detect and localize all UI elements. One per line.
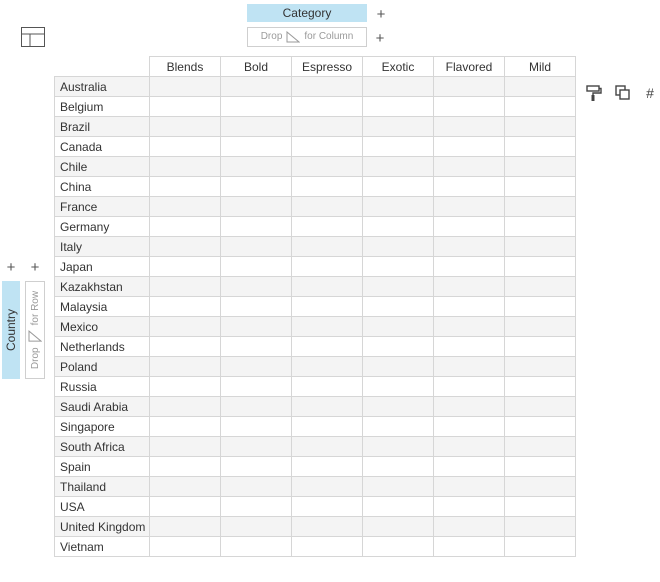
grid-cell[interactable] [363, 77, 434, 97]
grid-cell[interactable] [363, 97, 434, 117]
grid-cell[interactable] [221, 137, 292, 157]
row-header[interactable]: United Kingdom [55, 517, 150, 537]
copy-icon[interactable] [614, 84, 632, 102]
grid-cell[interactable] [434, 237, 505, 257]
row-header[interactable]: Vietnam [55, 537, 150, 557]
table-row [55, 337, 576, 357]
table-row [55, 457, 576, 477]
grid-cell[interactable] [221, 477, 292, 497]
grid-cell[interactable] [434, 377, 505, 397]
grid-cell[interactable] [292, 417, 363, 437]
grid-cell[interactable] [292, 377, 363, 397]
row-header[interactable]: Mexico [55, 317, 150, 337]
grid-cell[interactable] [150, 137, 221, 157]
column-drop-text-after: for Column [304, 31, 354, 42]
grid-cell[interactable] [363, 237, 434, 257]
grid-cell[interactable] [434, 517, 505, 537]
layout-icon[interactable] [21, 27, 45, 47]
grid-cell[interactable] [434, 437, 505, 457]
grid-cell[interactable] [221, 157, 292, 177]
paint-roller-icon[interactable] [585, 84, 603, 102]
row-field-country[interactable] [2, 281, 20, 379]
grid-cell[interactable] [150, 417, 221, 437]
grid-cell[interactable] [363, 517, 434, 537]
grid-cell[interactable] [505, 357, 576, 377]
row-drop-text-before: Drop [29, 347, 41, 370]
grid-cell[interactable] [363, 477, 434, 497]
table-row [55, 317, 576, 337]
grid-cell[interactable] [292, 397, 363, 417]
grid-cell[interactable] [150, 357, 221, 377]
grid-cell[interactable] [434, 497, 505, 517]
table-row [55, 417, 576, 437]
grid-cell[interactable] [292, 317, 363, 337]
column-header[interactable]: Espresso [292, 57, 363, 77]
grid-cell[interactable] [221, 357, 292, 377]
grid-cell[interactable] [150, 277, 221, 297]
add-row-field-button[interactable]: + [6, 259, 16, 276]
row-header[interactable]: Japan [55, 257, 150, 277]
grid-cell[interactable] [434, 197, 505, 217]
grid-cell[interactable] [292, 177, 363, 197]
row-header[interactable]: Germany [55, 217, 150, 237]
row-header[interactable]: Thailand [55, 477, 150, 497]
table-row [55, 217, 576, 237]
grid-cell[interactable] [150, 517, 221, 537]
row-header[interactable]: Saudi Arabia [55, 397, 150, 417]
grid-cell[interactable] [150, 77, 221, 97]
row-header[interactable]: Chile [55, 157, 150, 177]
grid-cell[interactable] [292, 337, 363, 357]
grid-cell[interactable] [363, 217, 434, 237]
grid-cell[interactable] [434, 417, 505, 437]
grid-cell[interactable] [505, 477, 576, 497]
grid-cell[interactable] [363, 377, 434, 397]
grid-cell[interactable] [221, 537, 292, 557]
grid-cell[interactable] [221, 217, 292, 237]
row-header[interactable]: Italy [55, 237, 150, 257]
grid-cell[interactable] [150, 117, 221, 137]
grid-cell[interactable] [150, 197, 221, 217]
table-row [55, 537, 576, 557]
grid-cell[interactable] [292, 257, 363, 277]
grid-cell[interactable] [221, 517, 292, 537]
add-column-field-button[interactable]: + [376, 6, 386, 23]
grid-cell[interactable] [434, 277, 505, 297]
column-field-category[interactable]: Category [247, 4, 367, 22]
grid-cell[interactable] [150, 217, 221, 237]
grid-cell[interactable] [505, 237, 576, 257]
grid-cell[interactable] [505, 277, 576, 297]
grid-cell[interactable] [434, 397, 505, 417]
row-drop-zone[interactable] [25, 281, 45, 379]
row-header[interactable]: Canada [55, 137, 150, 157]
grid-cell[interactable] [363, 537, 434, 557]
grid-cell[interactable] [363, 457, 434, 477]
grid-cell[interactable] [292, 157, 363, 177]
grid-cell[interactable] [505, 257, 576, 277]
row-header[interactable]: Brazil [55, 117, 150, 137]
grid-cell[interactable] [505, 457, 576, 477]
table-row [55, 197, 576, 217]
grid-cell[interactable] [221, 457, 292, 477]
grid-cell[interactable] [292, 97, 363, 117]
grid-cell[interactable] [292, 297, 363, 317]
grid-cell[interactable] [505, 137, 576, 157]
column-drop-text-before: Drop [260, 31, 283, 42]
table-row [55, 117, 576, 137]
table-row [55, 477, 576, 497]
drop-triangle-icon [286, 31, 300, 43]
grid-cell[interactable] [505, 177, 576, 197]
row-header[interactable]: Netherlands [55, 337, 150, 357]
grid-cell[interactable] [221, 77, 292, 97]
row-header[interactable]: USA [55, 497, 150, 517]
row-header[interactable]: Russia [55, 377, 150, 397]
grid-cell[interactable] [292, 197, 363, 217]
grid-cell[interactable] [221, 417, 292, 437]
grid-cell[interactable] [434, 97, 505, 117]
grid-cell[interactable] [434, 77, 505, 97]
grid-cell[interactable] [505, 537, 576, 557]
table-row [55, 257, 576, 277]
grid-cell[interactable] [221, 117, 292, 137]
grid-cell[interactable] [505, 397, 576, 417]
grid-cell[interactable] [292, 477, 363, 497]
grid-cell[interactable] [221, 317, 292, 337]
grid-cell[interactable] [150, 537, 221, 557]
grid-cell[interactable] [505, 377, 576, 397]
row-header[interactable]: Kazakhstan [55, 277, 150, 297]
grid-cell[interactable] [434, 537, 505, 557]
grid-cell[interactable] [363, 177, 434, 197]
table-row [55, 157, 576, 177]
table-row [55, 137, 576, 157]
column-header[interactable]: Exotic [363, 57, 434, 77]
grid-cell[interactable] [434, 117, 505, 137]
grid-cell[interactable] [434, 477, 505, 497]
grid-cell[interactable] [505, 97, 576, 117]
grid-cell[interactable] [505, 417, 576, 437]
number-format-button[interactable]: # [646, 85, 654, 101]
grid-cell[interactable] [505, 297, 576, 317]
grid-cell[interactable] [505, 337, 576, 357]
grid-cell[interactable] [221, 277, 292, 297]
grid-cell[interactable] [221, 297, 292, 317]
grid-cell[interactable] [292, 537, 363, 557]
grid-cell[interactable] [505, 217, 576, 237]
row-header[interactable]: Poland [55, 357, 150, 377]
table-row [55, 517, 576, 537]
grid-cell[interactable] [363, 277, 434, 297]
grid-cell[interactable] [434, 177, 505, 197]
grid-cell[interactable] [363, 417, 434, 437]
grid-cell[interactable] [292, 457, 363, 477]
row-header[interactable]: Malaysia [55, 297, 150, 317]
column-header[interactable]: Bold [221, 57, 292, 77]
grid-cell[interactable] [221, 397, 292, 417]
grid-cell[interactable] [292, 217, 363, 237]
grid-cell[interactable] [434, 357, 505, 377]
column-header[interactable]: Blends [150, 57, 221, 77]
row-header[interactable]: Belgium [55, 97, 150, 117]
add-column-drop-button[interactable]: + [375, 30, 385, 47]
grid-corner [55, 57, 150, 77]
grid-cell[interactable] [221, 237, 292, 257]
column-header[interactable]: Mild [505, 57, 576, 77]
grid-cell[interactable] [221, 377, 292, 397]
grid-cell[interactable] [292, 77, 363, 97]
table-row [55, 297, 576, 317]
column-drop-zone[interactable] [247, 27, 367, 47]
grid-cell[interactable] [505, 437, 576, 457]
row-header[interactable]: South Africa [55, 437, 150, 457]
table-row [55, 397, 576, 417]
row-drop-text-after: for Row [29, 290, 41, 326]
grid-cell[interactable] [150, 497, 221, 517]
table-row [55, 177, 576, 197]
grid-cell[interactable] [292, 497, 363, 517]
row-header[interactable]: Australia [55, 77, 150, 97]
grid-cell[interactable] [363, 317, 434, 337]
grid-cell[interactable] [363, 137, 434, 157]
grid-cell[interactable] [363, 337, 434, 357]
grid-cell[interactable] [221, 257, 292, 277]
grid-cell[interactable] [221, 177, 292, 197]
grid-cell[interactable] [292, 137, 363, 157]
row-header[interactable]: Spain [55, 457, 150, 477]
grid-cell[interactable] [363, 437, 434, 457]
table-row [55, 97, 576, 117]
grid-cell[interactable] [363, 257, 434, 277]
grid-cell[interactable] [363, 497, 434, 517]
table-row [55, 357, 576, 377]
grid-cell[interactable] [505, 157, 576, 177]
grid-cell[interactable] [292, 277, 363, 297]
grid-cell[interactable] [292, 437, 363, 457]
grid-cell[interactable] [221, 97, 292, 117]
grid-cell[interactable] [505, 197, 576, 217]
grid-cell[interactable] [150, 97, 221, 117]
grid-cell[interactable] [150, 337, 221, 357]
table-row [55, 377, 576, 397]
add-row-drop-button[interactable]: + [30, 259, 40, 276]
grid-cell[interactable] [150, 157, 221, 177]
row-header[interactable]: Singapore [55, 417, 150, 437]
grid-cell[interactable] [221, 197, 292, 217]
row-field-label: Country [4, 308, 18, 352]
grid-cell[interactable] [150, 437, 221, 457]
grid-cell[interactable] [434, 257, 505, 277]
drop-triangle-icon [28, 330, 42, 342]
grid-cell[interactable] [150, 257, 221, 277]
grid-cell[interactable] [221, 337, 292, 357]
grid-cell[interactable] [150, 317, 221, 337]
table-row [55, 437, 576, 457]
table-row [55, 497, 576, 517]
grid-cell[interactable] [505, 517, 576, 537]
grid-cell[interactable] [505, 117, 576, 137]
grid-cell[interactable] [292, 237, 363, 257]
grid-cell[interactable] [363, 117, 434, 137]
pivot-grid [54, 56, 576, 557]
row-header[interactable]: China [55, 177, 150, 197]
grid-cell[interactable] [363, 197, 434, 217]
grid-cell[interactable] [221, 497, 292, 517]
table-row [55, 277, 576, 297]
table-row [55, 77, 576, 97]
grid-cell[interactable] [292, 357, 363, 377]
grid-cell[interactable] [150, 397, 221, 417]
grid-cell[interactable] [150, 237, 221, 257]
grid-cell[interactable] [505, 317, 576, 337]
grid-cell[interactable] [363, 357, 434, 377]
grid-cell[interactable] [150, 457, 221, 477]
column-header[interactable]: Flavored [434, 57, 505, 77]
grid-cell[interactable] [150, 477, 221, 497]
grid-cell[interactable] [150, 177, 221, 197]
grid-cell[interactable] [221, 437, 292, 457]
grid-cell[interactable] [363, 397, 434, 417]
grid-cell[interactable] [505, 77, 576, 97]
grid-cell[interactable] [434, 217, 505, 237]
grid-cell[interactable] [292, 117, 363, 137]
grid-cell[interactable] [505, 497, 576, 517]
grid-cell[interactable] [434, 317, 505, 337]
grid-cell[interactable] [434, 297, 505, 317]
grid-cell[interactable] [150, 297, 221, 317]
grid-cell[interactable] [292, 517, 363, 537]
grid-cell[interactable] [434, 337, 505, 357]
grid-cell[interactable] [150, 377, 221, 397]
grid-cell[interactable] [434, 457, 505, 477]
row-header[interactable]: France [55, 197, 150, 217]
table-row [55, 237, 576, 257]
grid-cell[interactable] [434, 157, 505, 177]
grid-cell[interactable] [363, 297, 434, 317]
grid-cell[interactable] [434, 137, 505, 157]
grid-cell[interactable] [363, 157, 434, 177]
